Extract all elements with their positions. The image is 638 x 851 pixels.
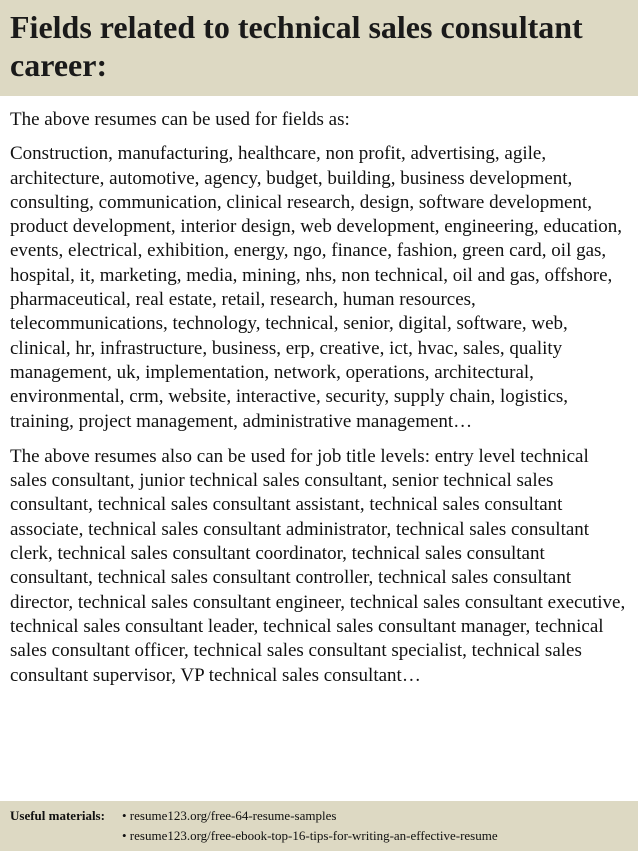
useful-materials-footer <box>0 801 638 851</box>
page-title-line-2: career: <box>10 47 108 83</box>
main-content <box>0 96 638 688</box>
intro-paragraph: The above resumes can be used for fields as: <box>10 109 350 130</box>
page-title <box>10 8 628 84</box>
ebook-tips-link[interactable]: • resume123.org/free-ebook-top-16-tips-for-writing-an-effective-resume <box>122 828 498 843</box>
footer-row-1 <box>10 806 628 826</box>
page-title-line-1: Fields related to technical sales consultant <box>10 9 583 45</box>
footer-row-2 <box>10 826 628 846</box>
footer-label-spacer <box>10 826 122 846</box>
resume-samples-link[interactable]: • resume123.org/free-64-resume-samples <box>122 808 337 823</box>
useful-materials-label: Useful materials: <box>10 808 105 823</box>
fields-paragraph: Construction, manufacturing, healthcare, non profit, advertising, agile, architecture, automotive, agency, budget, building, business development, consulting, communication, clinical research, design, software development, product development, interior design, web development, engineering, education, events, electrical, exhibition, energy, ngo, finance, fashion, green card, oil gas, hospital, it, marketing, media, mining, nhs, non technical, oil and gas, offshore, pharmaceutical, real estate, retail, research, human resources, telecommunications, technology, technical, senior, digital, software, web, clinical, hr, infrastructure, business, erp, creative, ict, hvac, sales, quality management, uk, implementation, network, operations, architectural, environmental, crm, website, interactive, security, supply chain, logistics, training, project management, administrative management… <box>10 143 623 432</box>
title-band <box>0 0 638 96</box>
job-titles-paragraph: The above resumes also can be used for job title levels: entry level technical sales consultant, junior technical sales consultant, senior technical sales consultant, technical sales consultant assistant, technical sales consultant associate, technical sales consultant administrator, technical sales consultant clerk, technical sales consultant coordinator, technical sales consultant consultant, technical sales consultant controller, technical sales consultant director, technical sales consultant engineer, technical sales consultant executive, technical sales consultant leader, technical sales consultant manager, technical sales consultant officer, technical sales consultant specialist, technical sales consultant supervisor, VP technical sales consultant… <box>10 445 626 686</box>
